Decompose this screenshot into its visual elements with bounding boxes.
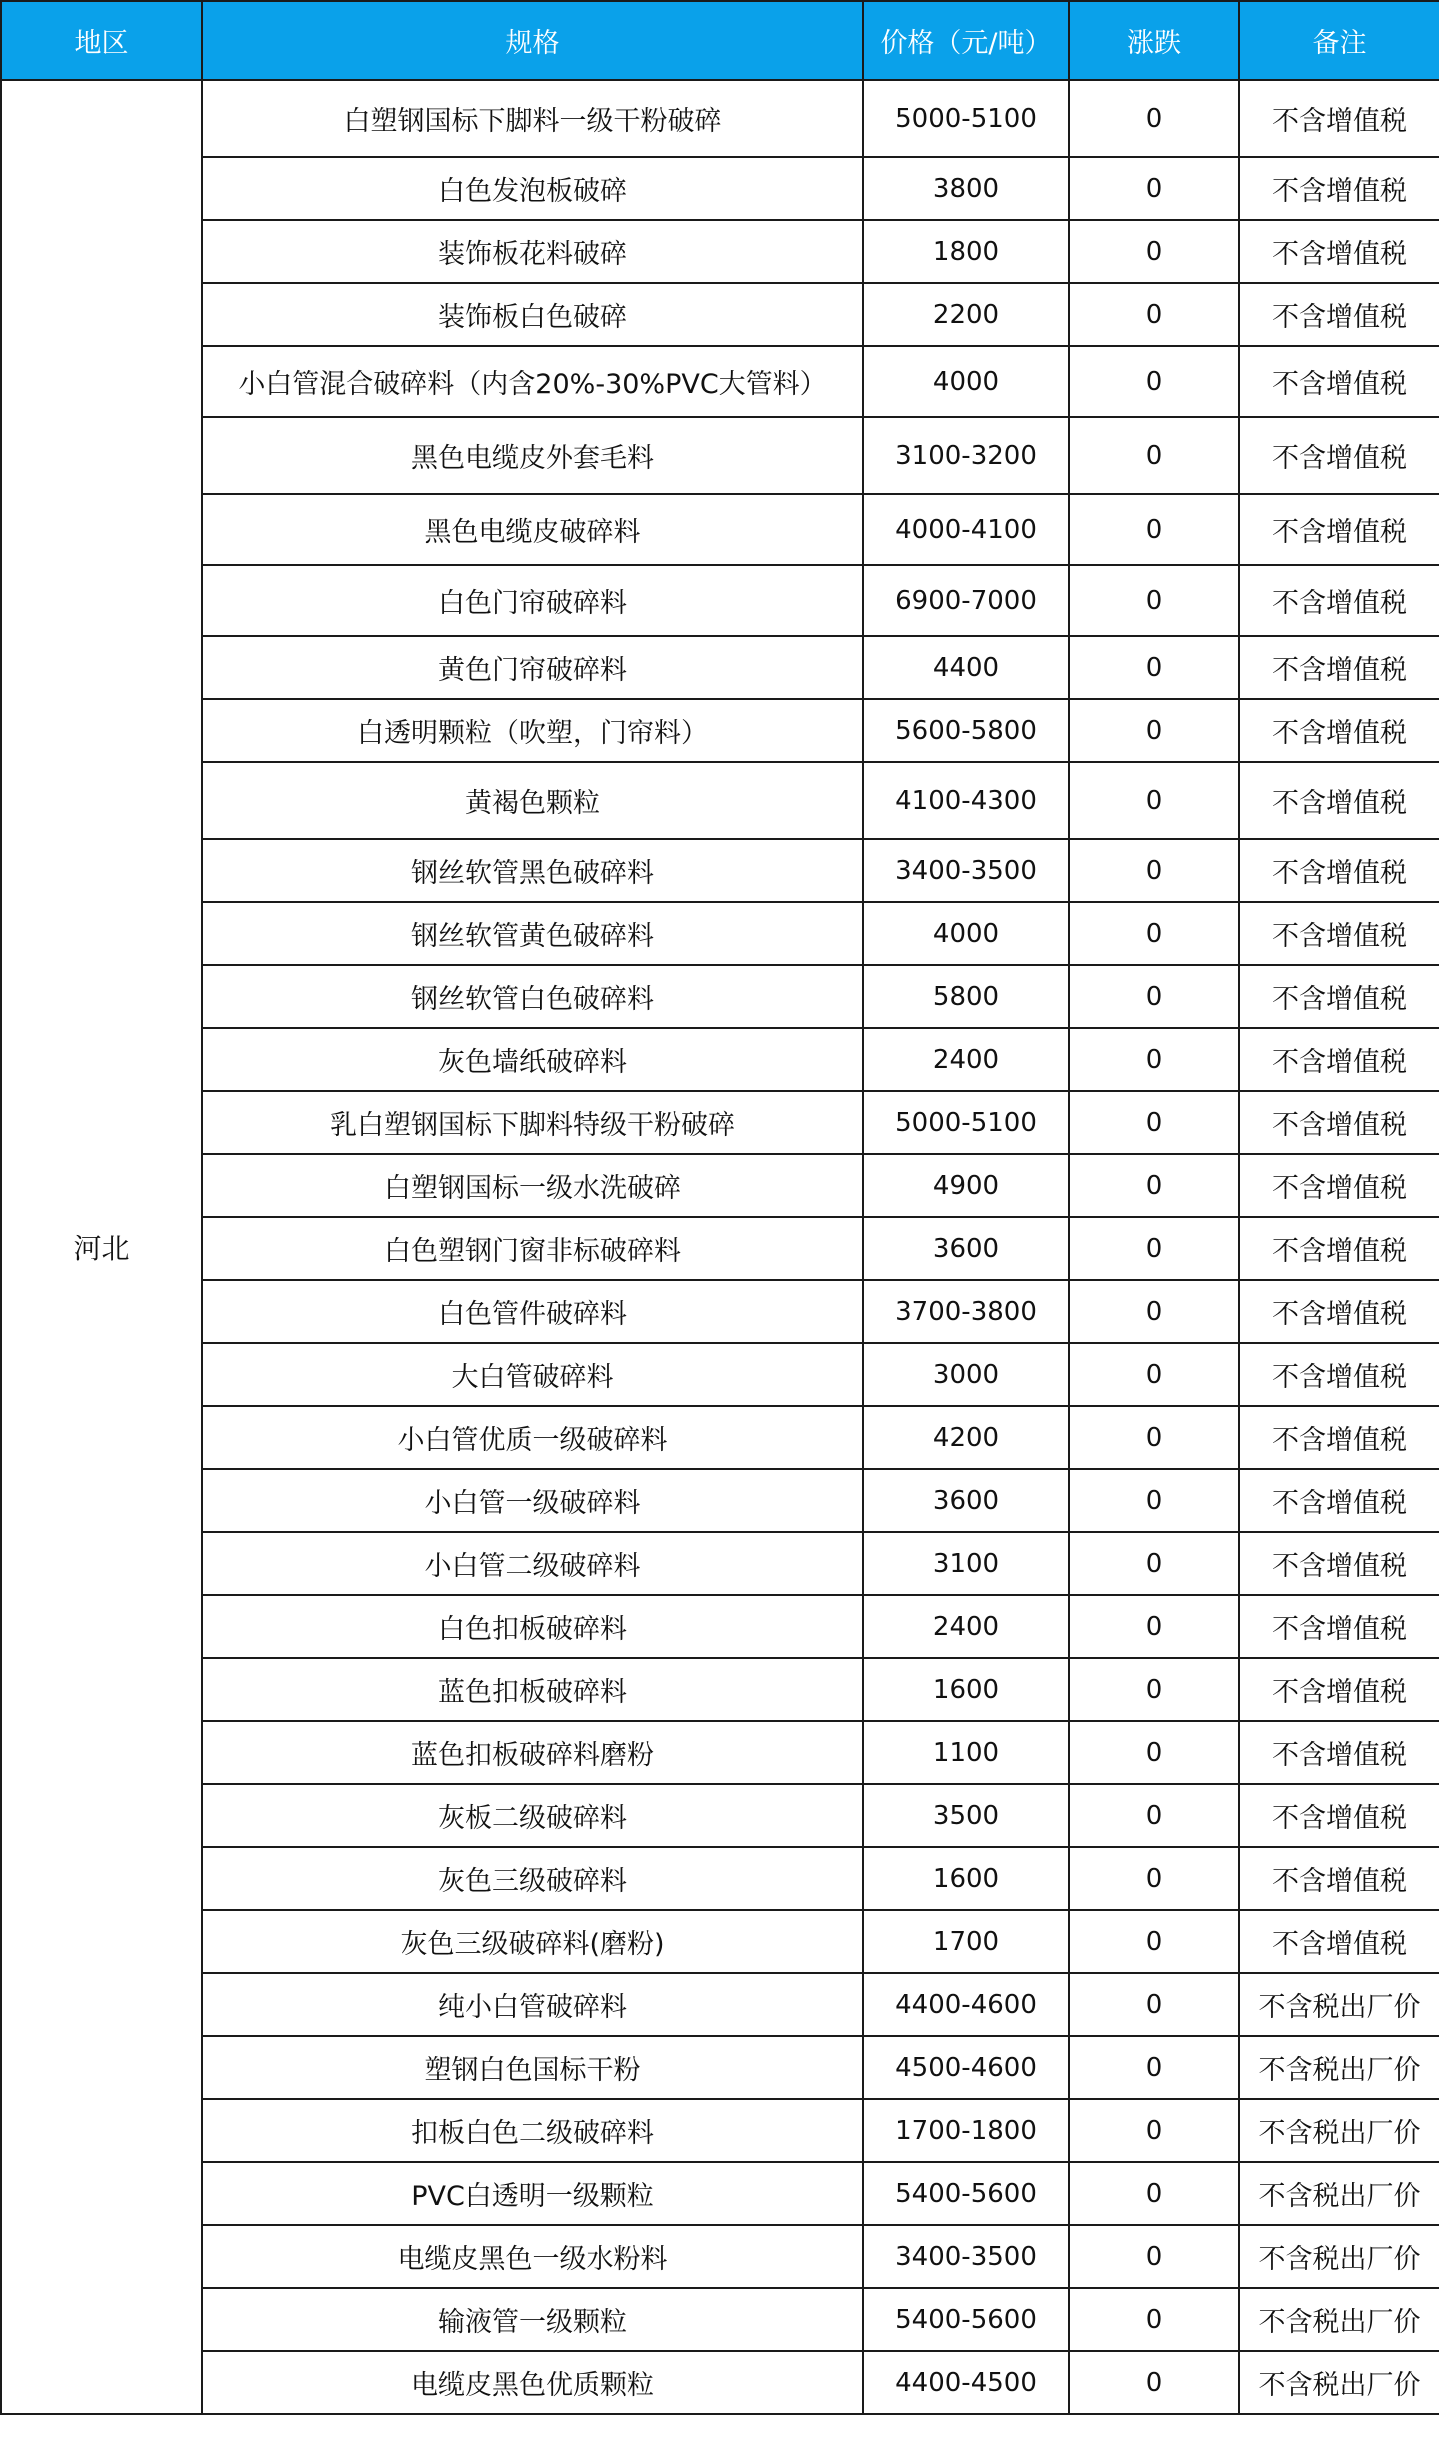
price-cell: 5000-5100 [863,1091,1069,1154]
change-cell: 0 [1069,1028,1239,1091]
note-cell: 不含增值税 [1239,417,1439,494]
table-row [1,494,1439,565]
price-cell: 1700 [863,1910,1069,1973]
price-cell: 5400-5600 [863,2288,1069,2351]
spec-cell: 输液管一级颗粒 [202,2288,863,2351]
change-cell: 0 [1069,2036,1239,2099]
note-cell: 不含税出厂价 [1239,2099,1439,2162]
spec-cell: 小白管混合破碎料（内含20%-30%PVC大管料） [202,346,863,417]
note-cell: 不含增值税 [1239,1406,1439,1469]
change-cell: 0 [1069,494,1239,565]
change-cell: 0 [1069,1406,1239,1469]
note-cell: 不含税出厂价 [1239,2162,1439,2225]
price-cell: 1600 [863,1658,1069,1721]
spec-cell: 小白管二级破碎料 [202,1532,863,1595]
price-cell: 3600 [863,1217,1069,1280]
note-cell: 不含增值税 [1239,1217,1439,1280]
table-row [1,1595,1439,1658]
note-cell: 不含税出厂价 [1239,2225,1439,2288]
table-row [1,1721,1439,1784]
change-cell: 0 [1069,839,1239,902]
change-cell: 0 [1069,1217,1239,1280]
change-cell: 0 [1069,1343,1239,1406]
spec-cell: 灰色墙纸破碎料 [202,1028,863,1091]
change-cell: 0 [1069,2351,1239,2414]
note-cell: 不含税出厂价 [1239,2036,1439,2099]
price-cell: 5000-5100 [863,80,1069,157]
note-cell: 不含增值税 [1239,1910,1439,1973]
note-cell: 不含税出厂价 [1239,2288,1439,2351]
header-note: 备注 [1239,1,1439,80]
spec-cell: 装饰板白色破碎 [202,283,863,346]
change-cell: 0 [1069,1910,1239,1973]
price-cell: 1800 [863,220,1069,283]
note-cell: 不含增值税 [1239,1154,1439,1217]
spec-cell: 塑钢白色国标干粉 [202,2036,863,2099]
change-cell: 0 [1069,283,1239,346]
note-cell: 不含增值税 [1239,1280,1439,1343]
note-cell: 不含增值税 [1239,1532,1439,1595]
header-price: 价格（元/吨） [863,1,1069,80]
table-row [1,1784,1439,1847]
price-cell: 4400 [863,636,1069,699]
change-cell: 0 [1069,1658,1239,1721]
spec-cell: 黄色门帘破碎料 [202,636,863,699]
price-cell: 3700-3800 [863,1280,1069,1343]
table-row [1,2036,1439,2099]
note-cell: 不含增值税 [1239,1721,1439,1784]
price-cell: 4400-4500 [863,2351,1069,2414]
header-region: 地区 [1,1,202,80]
price-cell: 3600 [863,1469,1069,1532]
price-cell: 3000 [863,1343,1069,1406]
price-cell: 1600 [863,1847,1069,1910]
table-row [1,2099,1439,2162]
note-cell: 不含税出厂价 [1239,1973,1439,2036]
note-cell: 不含增值税 [1239,965,1439,1028]
price-cell: 4200 [863,1406,1069,1469]
table-row [1,1091,1439,1154]
note-cell: 不含增值税 [1239,902,1439,965]
note-cell: 不含增值税 [1239,1343,1439,1406]
spec-cell: 白色塑钢门窗非标破碎料 [202,1217,863,1280]
note-cell: 不含增值税 [1239,157,1439,220]
table-row [1,1910,1439,1973]
price-cell: 3100-3200 [863,417,1069,494]
spec-cell: 蓝色扣板破碎料 [202,1658,863,1721]
table-row [1,2162,1439,2225]
price-cell: 1700-1800 [863,2099,1069,2162]
note-cell: 不含增值税 [1239,494,1439,565]
note-cell: 不含增值税 [1239,699,1439,762]
table-row [1,1217,1439,1280]
change-cell: 0 [1069,157,1239,220]
price-cell: 2200 [863,283,1069,346]
spec-cell: 钢丝软管黑色破碎料 [202,839,863,902]
price-cell: 4000 [863,346,1069,417]
note-cell: 不含增值税 [1239,283,1439,346]
price-cell: 4500-4600 [863,2036,1069,2099]
price-cell: 3500 [863,1784,1069,1847]
change-cell: 0 [1069,417,1239,494]
header-row [1,1,1439,80]
price-cell: 5800 [863,965,1069,1028]
table-row [1,902,1439,965]
change-cell: 0 [1069,699,1239,762]
note-cell: 不含增值税 [1239,80,1439,157]
table-row [1,2351,1439,2414]
table-row [1,1658,1439,1721]
table-row [1,1532,1439,1595]
table-row [1,1280,1439,1343]
change-cell: 0 [1069,1154,1239,1217]
spec-cell: 扣板白色二级破碎料 [202,2099,863,2162]
spec-cell: 小白管优质一级破碎料 [202,1406,863,1469]
region-cell: 河北 [1,80,202,2414]
table-row [1,1343,1439,1406]
note-cell: 不含增值税 [1239,346,1439,417]
spec-cell: 纯小白管破碎料 [202,1973,863,2036]
spec-cell: 灰色三级破碎料 [202,1847,863,1910]
price-cell: 5600-5800 [863,699,1069,762]
note-cell: 不含增值税 [1239,1784,1439,1847]
change-cell: 0 [1069,2162,1239,2225]
price-cell: 6900-7000 [863,565,1069,636]
note-cell: 不含增值税 [1239,1658,1439,1721]
spec-cell: 钢丝软管黄色破碎料 [202,902,863,965]
spec-cell: 白塑钢国标一级水洗破碎 [202,1154,863,1217]
price-cell: 4400-4600 [863,1973,1069,2036]
table-row [1,1973,1439,2036]
table-row [1,2288,1439,2351]
note-cell: 不含增值税 [1239,1847,1439,1910]
note-cell: 不含增值税 [1239,636,1439,699]
spec-cell: 电缆皮黑色一级水粉料 [202,2225,863,2288]
header-change: 涨跌 [1069,1,1239,80]
spec-cell: 黄褐色颗粒 [202,762,863,839]
table-row [1,762,1439,839]
table-row [1,636,1439,699]
spec-cell: 白色门帘破碎料 [202,565,863,636]
change-cell: 0 [1069,2225,1239,2288]
price-cell: 2400 [863,1028,1069,1091]
note-cell: 不含增值税 [1239,1595,1439,1658]
table-row [1,1028,1439,1091]
spec-cell: 白塑钢国标下脚料一级干粉破碎 [202,80,863,157]
change-cell: 0 [1069,220,1239,283]
change-cell: 0 [1069,1532,1239,1595]
spec-cell: 黑色电缆皮外套毛料 [202,417,863,494]
spec-cell: 白色发泡板破碎 [202,157,863,220]
note-cell: 不含增值税 [1239,762,1439,839]
note-cell: 不含增值税 [1239,1028,1439,1091]
price-cell: 4100-4300 [863,762,1069,839]
table-row [1,80,1439,157]
change-cell: 0 [1069,565,1239,636]
change-cell: 0 [1069,2099,1239,2162]
change-cell: 0 [1069,1595,1239,1658]
note-cell: 不含增值税 [1239,1091,1439,1154]
note-cell: 不含税出厂价 [1239,2351,1439,2414]
price-cell: 3400-3500 [863,2225,1069,2288]
table-row [1,839,1439,902]
change-cell: 0 [1069,1721,1239,1784]
table-row [1,2225,1439,2288]
table-row [1,1406,1439,1469]
price-cell: 4000-4100 [863,494,1069,565]
note-cell: 不含增值税 [1239,565,1439,636]
note-cell: 不含增值税 [1239,1469,1439,1532]
price-cell: 3400-3500 [863,839,1069,902]
price-cell: 5400-5600 [863,2162,1069,2225]
table-row [1,1847,1439,1910]
table-body [1,80,1439,2414]
spec-cell: 蓝色扣板破碎料磨粉 [202,1721,863,1784]
change-cell: 0 [1069,2288,1239,2351]
table-row [1,346,1439,417]
spec-cell: 白透明颗粒（吹塑，门帘料） [202,699,863,762]
change-cell: 0 [1069,1469,1239,1532]
change-cell: 0 [1069,1973,1239,2036]
table-row [1,220,1439,283]
table-row [1,1154,1439,1217]
table-row [1,1469,1439,1532]
header-spec: 规格 [202,1,863,80]
table-row [1,283,1439,346]
price-cell: 4000 [863,902,1069,965]
spec-cell: 灰板二级破碎料 [202,1784,863,1847]
spec-cell: 大白管破碎料 [202,1343,863,1406]
change-cell: 0 [1069,965,1239,1028]
table-header [1,1,1439,80]
spec-cell: 钢丝软管白色破碎料 [202,965,863,1028]
change-cell: 0 [1069,1280,1239,1343]
spec-cell: 小白管一级破碎料 [202,1469,863,1532]
table-row [1,699,1439,762]
change-cell: 0 [1069,346,1239,417]
table-row [1,965,1439,1028]
price-cell: 3100 [863,1532,1069,1595]
spec-cell: 白色管件破碎料 [202,1280,863,1343]
change-cell: 0 [1069,636,1239,699]
note-cell: 不含增值税 [1239,839,1439,902]
table-row [1,565,1439,636]
change-cell: 0 [1069,80,1239,157]
spec-cell: 乳白塑钢国标下脚料特级干粉破碎 [202,1091,863,1154]
table-row [1,157,1439,220]
change-cell: 0 [1069,1091,1239,1154]
table-row [1,417,1439,494]
price-cell: 1100 [863,1721,1069,1784]
price-cell: 4900 [863,1154,1069,1217]
change-cell: 0 [1069,1847,1239,1910]
spec-cell: PVC白透明一级颗粒 [202,2162,863,2225]
spec-cell: 装饰板花料破碎 [202,220,863,283]
price-cell: 3800 [863,157,1069,220]
spec-cell: 白色扣板破碎料 [202,1595,863,1658]
note-cell: 不含增值税 [1239,220,1439,283]
spec-cell: 电缆皮黑色优质颗粒 [202,2351,863,2414]
change-cell: 0 [1069,1784,1239,1847]
spec-cell: 黑色电缆皮破碎料 [202,494,863,565]
change-cell: 0 [1069,762,1239,839]
price-cell: 2400 [863,1595,1069,1658]
change-cell: 0 [1069,902,1239,965]
spec-cell: 灰色三级破碎料(磨粉) [202,1910,863,1973]
